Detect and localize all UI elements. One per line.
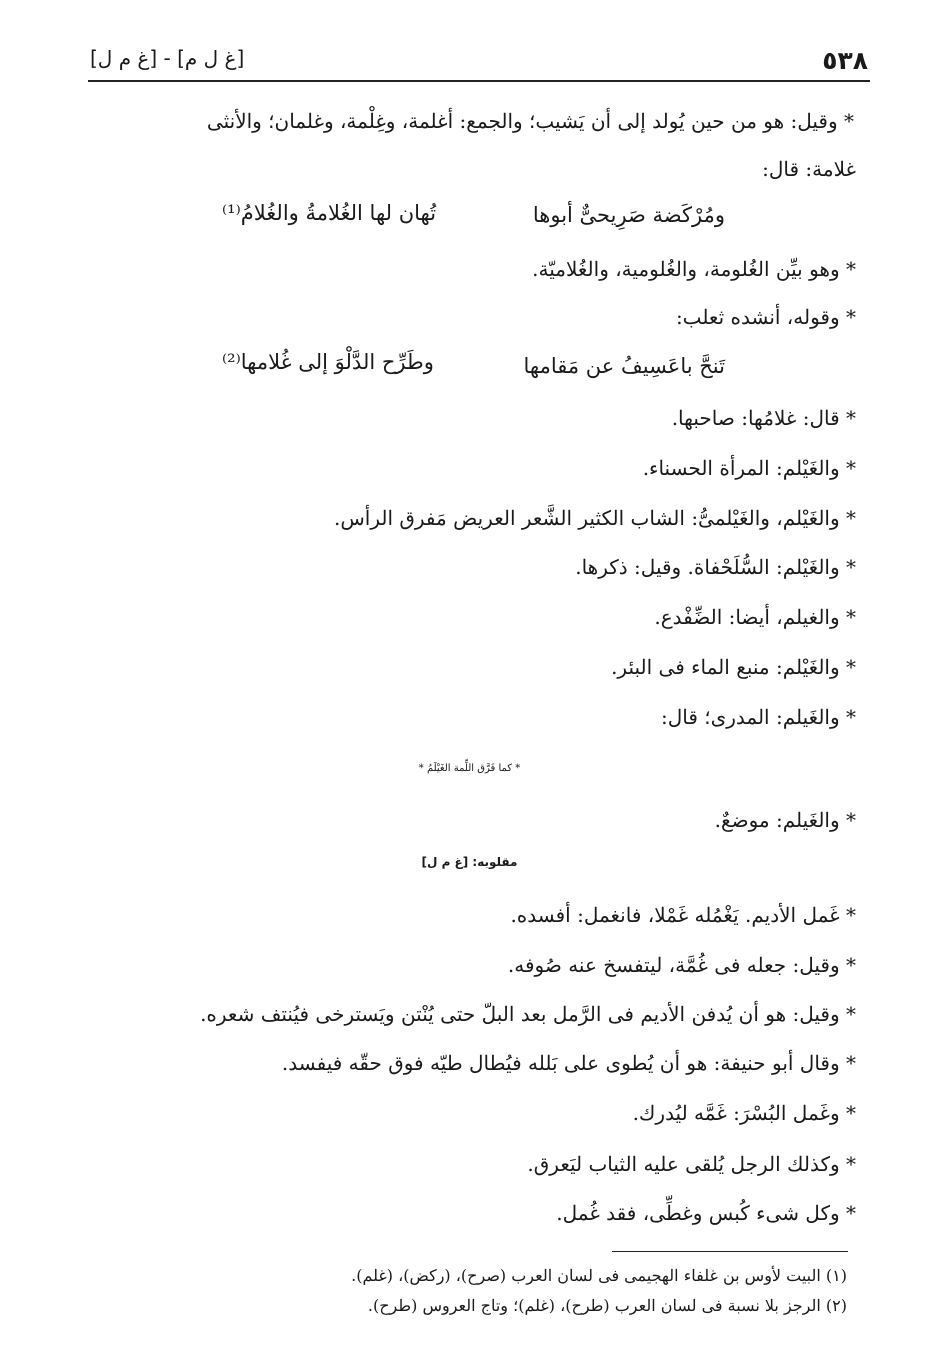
text-line: * والغيلم، أيضا: الضِّفْدع. (654, 605, 856, 629)
page-number: ٥٣٨ (822, 46, 868, 75)
verse-hemistich: تُهان لها الغُلامةُ والغُلامُ⁽¹⁾ (222, 201, 437, 225)
text-line: * والغَيلم: المدرى؛ قال: (660, 705, 856, 729)
text-line: * وغَمل البُسْرَ: غَمَّه ليُدرك. (632, 1101, 856, 1125)
text-line: * قال: غلامُها: صاحبها. (671, 406, 856, 430)
text-line: * وهو بيِّن الغُلومة، والغُلومية، والغُلاميّة. (532, 257, 856, 281)
page-header (88, 40, 870, 82)
text-line: * وقيل: جعله فى غُمَّة، ليتفسخ عنه صُوفه. (507, 953, 856, 977)
text-line: * والغَيْلم، والغَيْلمىُّ: الشاب الكثير الشَّعر العريض مَفرق الرأس. (333, 506, 856, 530)
verse-hemistich: تَنحَّ باعَسِيفُ عن مَقامها (523, 354, 725, 378)
text-line: * والغَيْلم: منبع الماء فى البئر. (611, 655, 856, 679)
text-line: * وكل شىء كُبس وغطِّى، فقد غُمل. (556, 1201, 856, 1225)
text-line: * وقيل: هو أن يُدفن الأديم فى الرَّمل بعد البلّ حتى يُنْتن ويَسترخى فيُنتف شعره. (200, 1002, 856, 1026)
text-line: * والغَيلم: موضعٌ. (714, 808, 856, 832)
section-heading: مقلوبه: [غ م ل] (421, 855, 518, 869)
text-line: * غَمل الأديم. يَغْمُله غَمْلا، فانغمل: أفسده. (510, 903, 856, 927)
text-line: * وقوله، أنشده ثعلب: (675, 305, 856, 329)
footnote: (٢) الرجز بلا نسبة فى لسان العرب (طرح)، (غلم)؛ وتاج العروس (طرح). (367, 1296, 847, 1315)
footnote-divider (612, 1251, 848, 1252)
footnote: (١) البيت لأوس بن غلفاء الهجيمى فى لسان العرب (صرح)، (ركض)، (غلم). (351, 1266, 847, 1285)
text-line: غلامة: قال: (762, 157, 856, 181)
verse-hemistich: ومُرْكَضة صَرِيحىٌّ أبوها (532, 203, 725, 227)
text-line: * وكذلك الرجل يُلقى عليه الثياب ليَعرق. (527, 1152, 856, 1176)
verse-quotation: * كما فَرَّق اللِّمة الغَيْلَمُ * (418, 763, 521, 774)
text-line: * والغَيْلم: السُّلَحْفاة. وقيل: ذكرها. (575, 555, 856, 579)
text-line: * والغَيْلم: المرأة الحسناء. (642, 456, 856, 480)
header-root-label: [غ ل م] - [غ م ل] (90, 46, 245, 70)
verse-hemistich: وطَرِّح الدَّلْوَ إلى غُلامها⁽²⁾ (222, 350, 434, 374)
text-line: * وقال أبو حنيفة: هو أن يُطوى على بَلله فيُطال طيّه فوق حقّه فيفسد. (281, 1051, 856, 1075)
text-line: * وقيل: هو من حين يُولد إلى أن يَشيب؛ والجمع: أغلمة، وغِلْمة، وغلمان؛ والأنثى (206, 109, 854, 133)
